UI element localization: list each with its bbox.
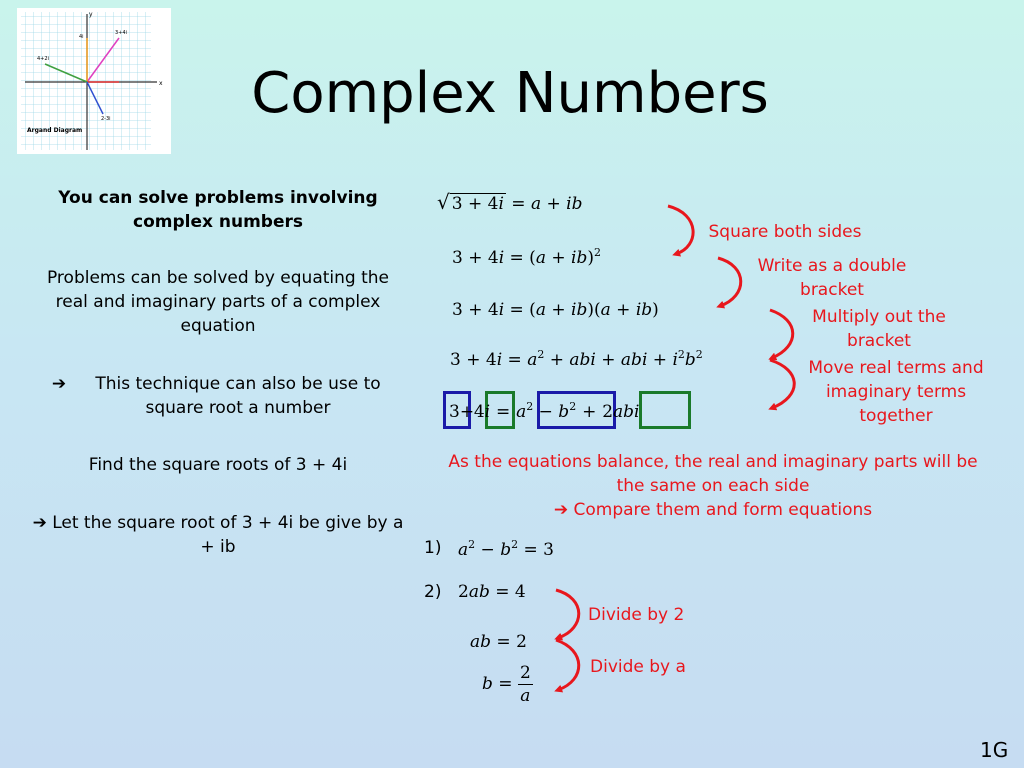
equation-system-1: $a^2 - b^2 = 3$	[458, 538, 554, 560]
bullet-arrow-icon: ➔	[51, 374, 67, 394]
let-root-label: Let the square root of 3 + 4i be give by a + ib	[52, 513, 404, 557]
equation-expanded: $3 + 4i = a^2$ + abi + abi + $i^2b^2$	[450, 348, 703, 370]
equation-squared: 3 + 4i = (a + ib)$^2$	[452, 246, 601, 268]
equation-double-bracket: 3 + 4i = (a + ib)(a + ib)	[452, 300, 659, 320]
thumb-axis-y: y	[89, 11, 93, 18]
slide-code: 1G	[980, 738, 1009, 762]
equation-grouped: $3+4i = a^2 - b^2 + 2abi$	[449, 400, 640, 422]
equation-ab: ab = 2	[470, 632, 527, 652]
intro-paragraph: Problems can be solved by equating the real and imaginary parts of a complex equation	[46, 268, 389, 336]
arrow-divide-by-a	[556, 640, 579, 690]
note-double-bracket: Write as a double bracket	[757, 256, 907, 300]
note-move-terms: Move real terms and imaginary terms together	[808, 358, 984, 426]
equation-number-2: 2)	[424, 582, 442, 602]
intro-heading: You can solve problems involving complex numbers	[58, 188, 378, 232]
arrow-divide-by-2	[556, 590, 579, 638]
note-multiply-out: Multiply out the bracket	[812, 307, 946, 351]
thumb-label: 4i	[79, 34, 84, 40]
equation-sqrt: √ 3 + 4i = a + ib	[437, 190, 583, 214]
arrow-square-both-sides	[668, 206, 693, 254]
arrow-move-terms	[770, 360, 794, 408]
equation-system-2: 2ab = 4	[458, 582, 526, 602]
note-equations-balance: As the equations balance, the real and imaginary parts will be the same on each side ➔ Compare them and form equations	[448, 452, 978, 520]
arrow-double-bracket	[718, 258, 741, 306]
fraction: $\frac{2}{a}$	[519, 663, 531, 706]
note-square-both-sides: Square both sides	[708, 222, 862, 242]
thumb-label: 2-3i	[101, 116, 111, 122]
equation-number-1: 1)	[424, 538, 442, 558]
thumb-label: 3+4i	[115, 30, 127, 36]
thumb-label: 4+2i	[37, 56, 49, 62]
thumb-axis-x: x	[159, 80, 163, 87]
thumb-caption: Argand Diagram	[27, 127, 83, 134]
find-roots-text: Find the square roots of 3 + 4i	[88, 455, 348, 475]
technique-text: This technique can also be use to square root a number	[95, 374, 381, 418]
arrow-multiply-out	[770, 310, 793, 358]
let-arrow-icon: ➔	[32, 513, 47, 533]
equation-b-fraction: b = $\frac{2}{a}$	[482, 663, 531, 706]
slide-title: Complex Numbers	[251, 61, 769, 126]
balance-arrow-icon: ➔	[553, 500, 569, 520]
note-divide-by-2: Divide by 2	[588, 605, 685, 625]
note-divide-by-a: Divide by a	[590, 657, 686, 677]
